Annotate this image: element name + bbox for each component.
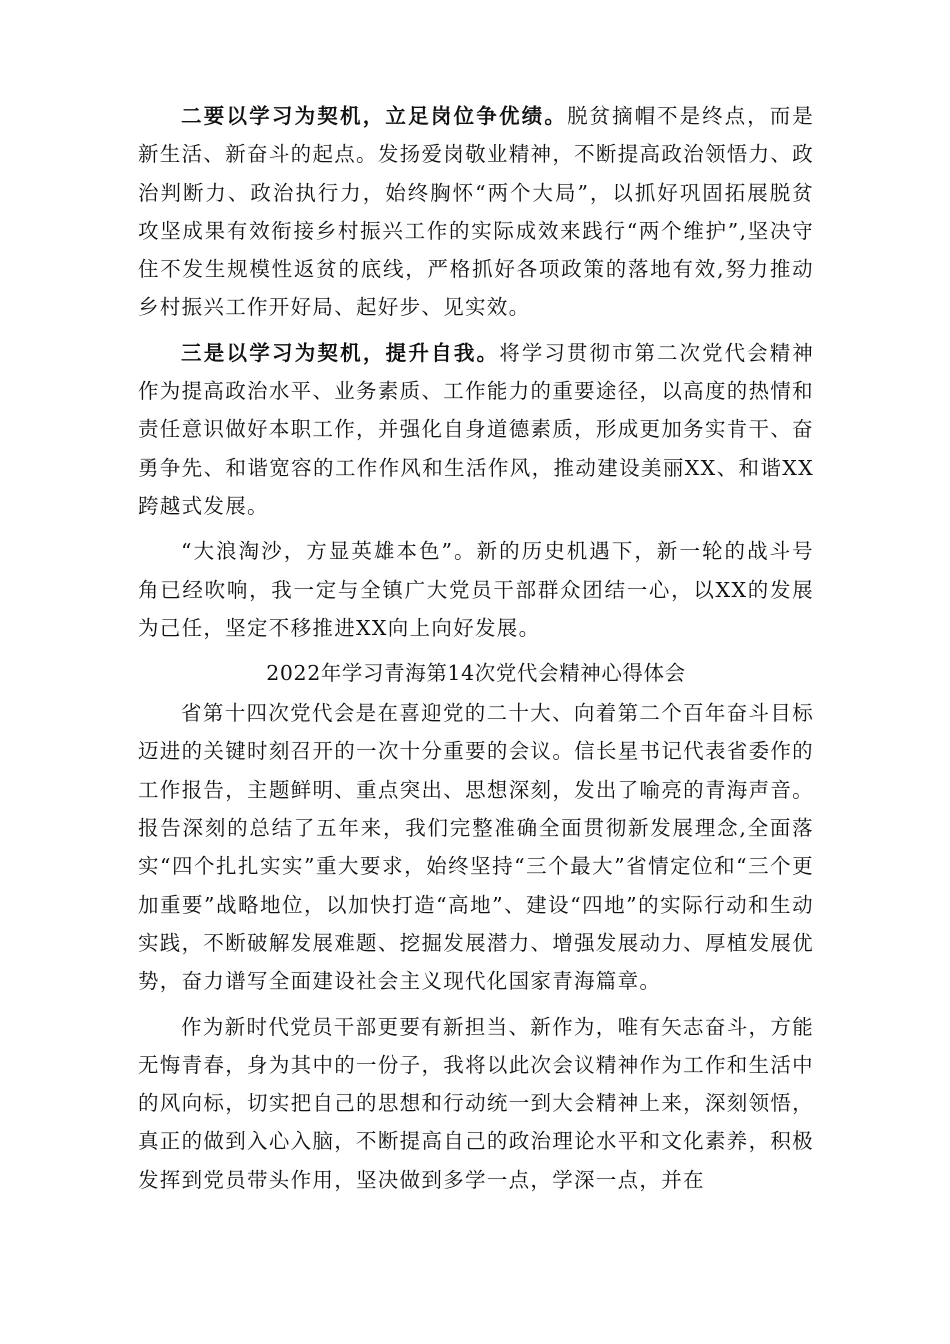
section-title: 2022年学习青海第14次党代会精神心得体会: [266, 661, 686, 686]
paragraph-lead-heading: 二要以学习为契机，立足岗位争优绩。: [181, 104, 568, 128]
paragraph-body-text: 作为新时代党员干部更要有新担当、新作为，唯有矢志奋斗，方能无悔青春，身为其中的一份子，我将以此次会议精神作为工作和生活中的风向标，切实把自己的思想和行动统一到大会精神上来，深刻领悟，真正的做到入心入脑，不断提高自己的政治理论水平和文化素养，积极发挥到党员带头作用，坚决做到多学一点，学深一点，并在: [138, 1014, 814, 1192]
paragraph-goal-two: [138, 97, 814, 327]
paragraph-personal-commitment: [138, 1008, 814, 1199]
paragraph-report-summary: [138, 694, 814, 1000]
paragraph-body-text: 省第十四次党代会是在喜迎党的二十大、向着第二个百年奋斗目标迈进的关键时刻召开的一次十分重要的会议。信长星书记代表省委作的工作报告，主题鲜明、重点突出、思想深刻，发出了喻亮的青海声音。报告深刻的总结了五年来，我们完整准确全面贯彻新发展理念,全面落实“四个扎扎实实”重大要求，始终坚持“三个最大”省情定位和“三个更加重要”战略地位，以加快打造“高地”、建设“四地”的实际行动和生动实践，不断破解发展难题、挖掘发展潜力、增强发展动力、厚植发展优势，奋力谱写全面建设社会主义现代化国家青海篇章。: [138, 701, 814, 994]
paragraph-body-text: 将学习贯彻市第二次党代会精神作为提高政治水平、业务素质、工作能力的重要途径，以高度的热情和责任意识做好本职工作，并强化自身道德素质，形成更加务实肯干、奋勇争先、和谐宽容的工作作风和生活作风，推动建设美丽XX、和谐XX跨越式发展。: [138, 340, 815, 518]
document-page: [138, 97, 814, 1206]
paragraph-lead-heading: 三是以学习为契机，提升自我。: [181, 340, 500, 365]
paragraph-body-text: 脱贫摘帽不是终点，而是新生活、新奋斗的起点。发扬爱岗敬业精神，不断提高政治领悟力、政治判断力、政治执行力，始终胸怀“两个大局”，以抓好巩固拓展脱贫攻坚成果有效衔接乡村振兴工作的实际成效来践行“两个维护”,坚决守住不发生规模性返贫的底线，严格抓好各项政策的落地有效,努力推动乡村振兴工作开好局、起好步、见实效。: [138, 104, 814, 320]
paragraph-body-text: “大浪淘沙，方显英雄本色”。新的历史机遇下，新一轮的战斗号角已经吹响，我一定与全镇广大党员干部群众团结一心，以XX的发展为己任，坚定不移推进XX向上向好发展。: [138, 539, 814, 640]
paragraph-conclusion: [138, 532, 814, 647]
paragraph-goal-three: [138, 334, 814, 525]
